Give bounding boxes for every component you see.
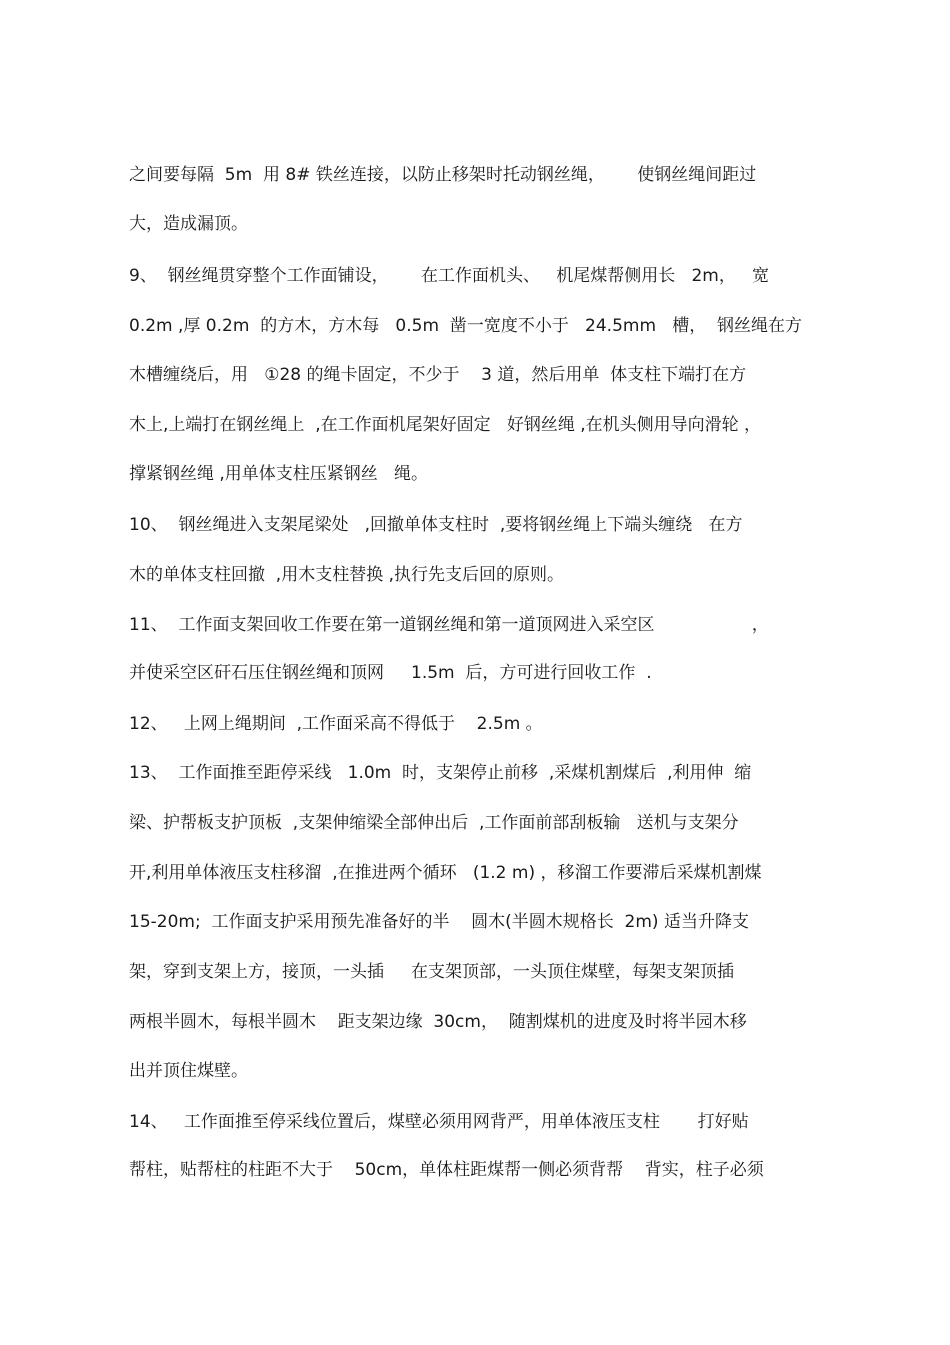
text-line: 15-20m; 工作面支护采用预先准备好的半 圆木(半圆木规格长 2m) 适当升降支 bbox=[129, 912, 749, 932]
text-line: 大，造成漏顶。 bbox=[129, 214, 248, 234]
text-line: 并使采空区矸石压住钢丝绳和顶网 1.5m 后，方可进行回收工作 . bbox=[129, 663, 652, 683]
text-line: 梁、护帮板支护顶板 ,支架伸缩梁全部伸出后 ,工作面前部刮板输 送机与支架分 bbox=[129, 813, 739, 833]
text-line: 帮柱，贴帮柱的柱距不大于 50cm，单体柱距煤帮一侧必须背帮 背实，柱子必须 bbox=[129, 1160, 764, 1180]
text-line: 11、 工作面支架回收工作要在第一道钢丝绳和第一道顶网进入采空区 ， bbox=[129, 615, 769, 635]
text-line: 木槽缠绕后，用 ①28 的绳卡固定，不少于 3 道，然后用单 体支柱下端打在方 bbox=[129, 365, 747, 385]
text-line: 撑紧钢丝绳 ,用单体支柱压紧钢丝 绳。 bbox=[129, 464, 429, 484]
text-line: 开,利用单体液压支柱移溜 ,在推进两个循环 (1.2 m) ，移溜工作要滞后采煤机割煤 bbox=[129, 863, 762, 883]
text-line: 两根半圆木，每根半圆木 距支架边缘 30cm， 随割煤机的进度及时将半园木移 bbox=[129, 1012, 747, 1032]
text-line: 之间要每隔 5m 用 8# 铁丝连接，以防止移架时托动钢丝绳， 使钢丝绳间距过 bbox=[129, 165, 757, 185]
text-line: 出并顶住煤壁。 bbox=[129, 1061, 248, 1081]
text-line: 10、 钢丝绳进入支架尾梁处 ,回撤单体支柱时 ,要将钢丝绳上下端头缠绕 在方 bbox=[129, 515, 743, 535]
text-line: 12、 上网上绳期间 ,工作面采高不得低于 2.5m 。 bbox=[129, 714, 543, 734]
text-line: 架，穿到支架上方，接顶，一头插 在支架顶部，一头顶住煤壁，每架支架顶插 bbox=[129, 962, 735, 982]
text-line: 木上,上端打在钢丝绳上 ,在工作面机尾架好固定 好钢丝绳 ,在机头侧用导向滑轮 ， bbox=[129, 415, 762, 435]
text-line: 13、 工作面推至距停采线 1.0m 时，支架停止前移 ,采煤机割煤后 ,利用伸 缩 bbox=[129, 763, 752, 783]
text-line: 木的单体支柱回撤 ,用木支柱替换 ,执行先支后回的原则。 bbox=[129, 565, 565, 585]
text-line: 0.2m ,厚 0.2m 的方木，方木每 0.5m 凿一宽度不小于 24.5mm 槽， 钢丝绳在方 bbox=[129, 316, 803, 336]
text-line: 9、 钢丝绳贯穿整个工作面铺设， 在工作面机头、 机尾煤帮侧用长 2m， 宽 bbox=[129, 266, 770, 286]
text-line: 14、 工作面推至停采线位置后，煤壁必须用网背严，用单体液压支柱 打好贴 bbox=[129, 1112, 749, 1132]
